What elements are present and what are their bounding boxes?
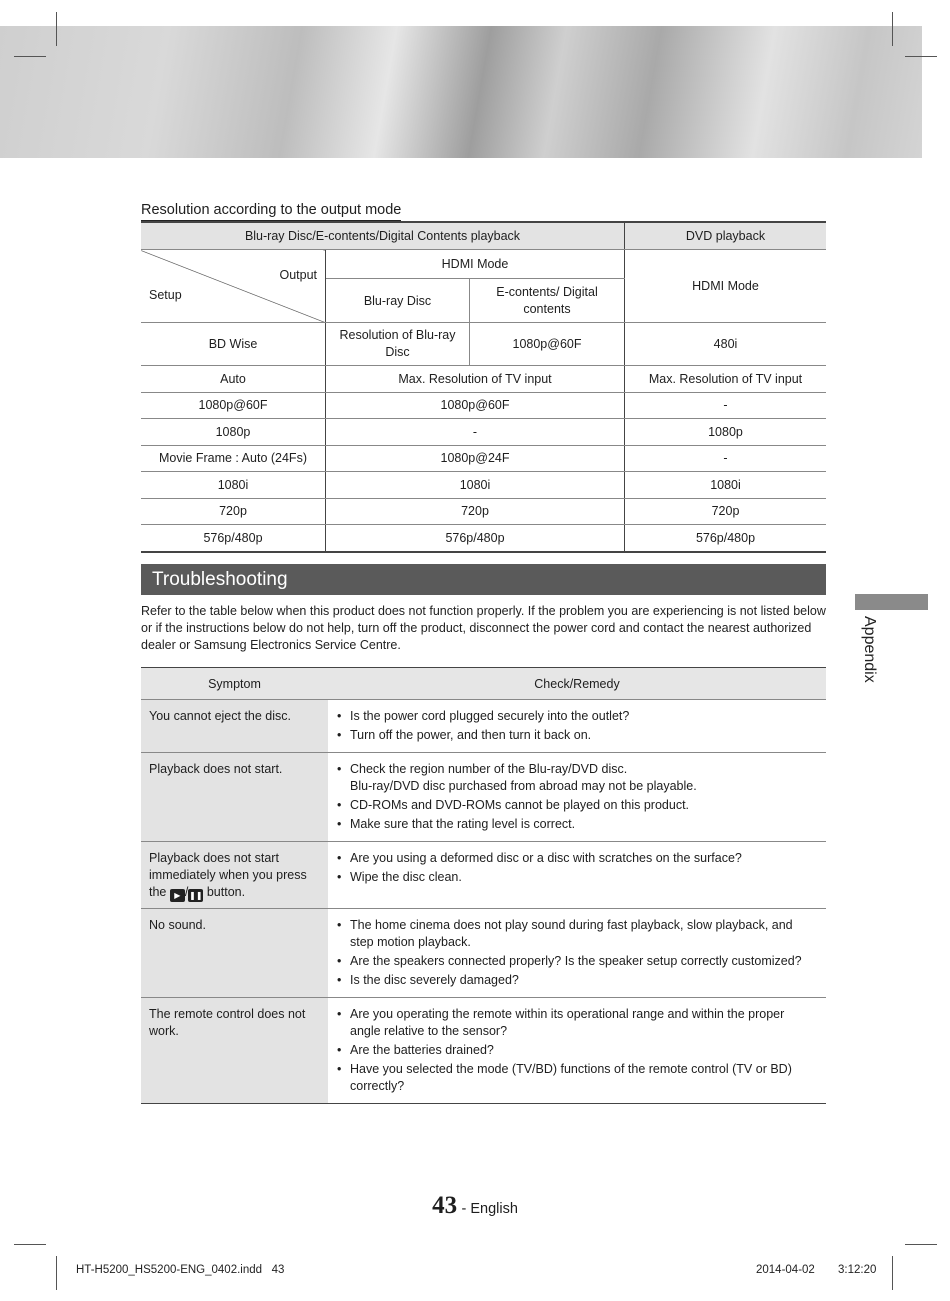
intro-paragraph: Refer to the table below when this product does not function properly. If the problem you are experiencing is not listed below or if the instructions below do not help, turn off the product, disconnect the power cord and contact the nearest authorized dealer or Samsung Electronics Service Centre. bbox=[141, 604, 826, 652]
remedy-header: Check/Remedy bbox=[328, 668, 826, 700]
table-cell: 1080i bbox=[625, 472, 827, 499]
table-row bbox=[141, 909, 826, 998]
crop-mark bbox=[56, 1256, 57, 1290]
footer-date: 2014-04-02 bbox=[756, 1264, 815, 1276]
remedy-item: • Is the power cord plugged securely into the outlet? bbox=[336, 708, 818, 725]
table-cell: Max. Resolution of TV input bbox=[326, 366, 625, 393]
symptom-text: Playback does not start immediately when you press the bbox=[149, 851, 307, 899]
symptom-cell: The remote control does not work. bbox=[141, 998, 328, 1104]
slash-text: / bbox=[184, 885, 189, 899]
troubleshooting-table bbox=[141, 667, 826, 1104]
crop-mark bbox=[905, 56, 937, 57]
remedy-cell bbox=[328, 909, 826, 998]
group-header-dvd: DVD playback bbox=[625, 222, 827, 250]
page-language: - English bbox=[461, 1201, 518, 1217]
table-cell: 576p/480p bbox=[326, 525, 625, 552]
troubleshooting-heading bbox=[141, 564, 826, 595]
table-row bbox=[141, 366, 826, 393]
table-cell: - bbox=[625, 392, 827, 419]
header-banner bbox=[0, 26, 922, 158]
table-row bbox=[141, 525, 826, 552]
section-title: Resolution according to the output mode bbox=[141, 202, 401, 221]
crop-mark bbox=[905, 1244, 937, 1245]
play-icon: ▶ bbox=[170, 889, 185, 902]
table-cell: Auto bbox=[141, 366, 326, 393]
remedy-extra-text: Blu-ray/DVD disc purchased from abroad may not be playable. bbox=[350, 779, 697, 793]
footer-filename: HT-H5200_HS5200-ENG_0402.indd 43 bbox=[76, 1264, 285, 1276]
diagonal-header-cell bbox=[141, 250, 326, 323]
remedy-cell bbox=[328, 842, 826, 909]
table-row bbox=[141, 700, 826, 753]
table-cell: 720p bbox=[326, 498, 625, 525]
table-cell: Movie Frame : Auto (24Fs) bbox=[141, 445, 326, 472]
remedy-item: • Are the speakers connected properly? Is the speaker setup correctly customized? bbox=[336, 953, 818, 970]
remedy-text: Check the region number of the Blu-ray/DVD disc. bbox=[350, 762, 628, 776]
table-row bbox=[141, 998, 826, 1104]
side-tab-marker bbox=[855, 594, 928, 610]
page-number bbox=[0, 1192, 950, 1220]
remedy-item bbox=[336, 761, 818, 795]
output-label: Output bbox=[279, 268, 317, 282]
remedy-cell bbox=[328, 753, 826, 842]
table-cell: 720p bbox=[625, 498, 827, 525]
remedy-cell bbox=[328, 700, 826, 753]
resolution-table bbox=[141, 221, 826, 553]
table-cell: 720p bbox=[141, 498, 326, 525]
table-cell: 1080p@24F bbox=[326, 445, 625, 472]
dvd-hdmi-mode-header: HDMI Mode bbox=[625, 250, 827, 323]
table-row bbox=[141, 498, 826, 525]
symptom-text: button. bbox=[206, 885, 246, 899]
table-cell: 1080p@60F bbox=[470, 323, 625, 366]
table-cell: 1080p@60F bbox=[326, 392, 625, 419]
table-cell: - bbox=[326, 419, 625, 446]
table-row bbox=[141, 472, 826, 499]
remedy-item: • Wipe the disc clean. bbox=[336, 869, 818, 886]
crop-mark bbox=[14, 1244, 46, 1245]
table-cell: 576p/480p bbox=[141, 525, 326, 552]
table-cell: 1080p@60F bbox=[141, 392, 326, 419]
group-header-bluray: Blu-ray Disc/E-contents/Digital Contents playback bbox=[141, 222, 625, 250]
remedy-item: • Is the disc severely damaged? bbox=[336, 972, 818, 989]
remedy-item: • The home cinema does not play sound during fast playback, slow playback, and step motion playback. bbox=[336, 917, 818, 951]
remedy-cell bbox=[328, 998, 826, 1104]
table-cell: 1080i bbox=[326, 472, 625, 499]
table-cell: 1080i bbox=[141, 472, 326, 499]
remedy-item: • Turn off the power, and then turn it back on. bbox=[336, 727, 818, 744]
pause-icon: ❚❚ bbox=[189, 891, 203, 900]
crop-mark bbox=[56, 12, 57, 46]
remedy-item: • Are you using a deformed disc or a disc with scratches on the surface? bbox=[336, 850, 818, 867]
hdmi-mode-header: HDMI Mode bbox=[326, 250, 625, 279]
page-number-value: 43 bbox=[432, 1192, 458, 1219]
table-row bbox=[141, 419, 826, 446]
crop-mark bbox=[892, 1256, 893, 1290]
table-row bbox=[141, 445, 826, 472]
table-row bbox=[141, 842, 826, 909]
crop-mark bbox=[892, 12, 893, 46]
remedy-item: • CD-ROMs and DVD-ROMs cannot be played on this product. bbox=[336, 797, 818, 814]
table-cell: Resolution of Blu-ray Disc bbox=[326, 323, 470, 366]
table-cell: 1080p bbox=[625, 419, 827, 446]
table-cell: Max. Resolution of TV input bbox=[625, 366, 827, 393]
remedy-item: • Have you selected the mode (TV/BD) functions of the remote control (TV or BD) correctly? bbox=[336, 1061, 818, 1095]
symptom-cell: Playback does not start. bbox=[141, 753, 328, 842]
troubleshooting-title: Troubleshooting bbox=[152, 569, 288, 590]
remedy-item: • Make sure that the rating level is correct. bbox=[336, 816, 818, 833]
symptom-cell: No sound. bbox=[141, 909, 328, 998]
table-cell: 576p/480p bbox=[625, 525, 827, 552]
side-label-appendix: Appendix bbox=[861, 616, 878, 683]
table-cell: 480i bbox=[625, 323, 827, 366]
remedy-item: • Are the batteries drained? bbox=[336, 1042, 818, 1059]
symptom-cell bbox=[141, 842, 328, 909]
symptom-header: Symptom bbox=[141, 668, 328, 700]
remedy-item: • Are you operating the remote within its operational range and within the proper angle relative to the sensor? bbox=[336, 1006, 818, 1040]
crop-mark bbox=[14, 56, 46, 57]
footer-time: 3:12:20 bbox=[838, 1264, 877, 1276]
table-row bbox=[141, 753, 826, 842]
table-cell: - bbox=[625, 445, 827, 472]
col-econtents-header: E-contents/ Digital contents bbox=[470, 279, 625, 323]
setup-label: Setup bbox=[149, 288, 182, 302]
table-row bbox=[141, 392, 826, 419]
table-cell: 1080p bbox=[141, 419, 326, 446]
symptom-cell: You cannot eject the disc. bbox=[141, 700, 328, 753]
table-cell: BD Wise bbox=[141, 323, 326, 366]
col-bluray-header: Blu-ray Disc bbox=[326, 279, 470, 323]
